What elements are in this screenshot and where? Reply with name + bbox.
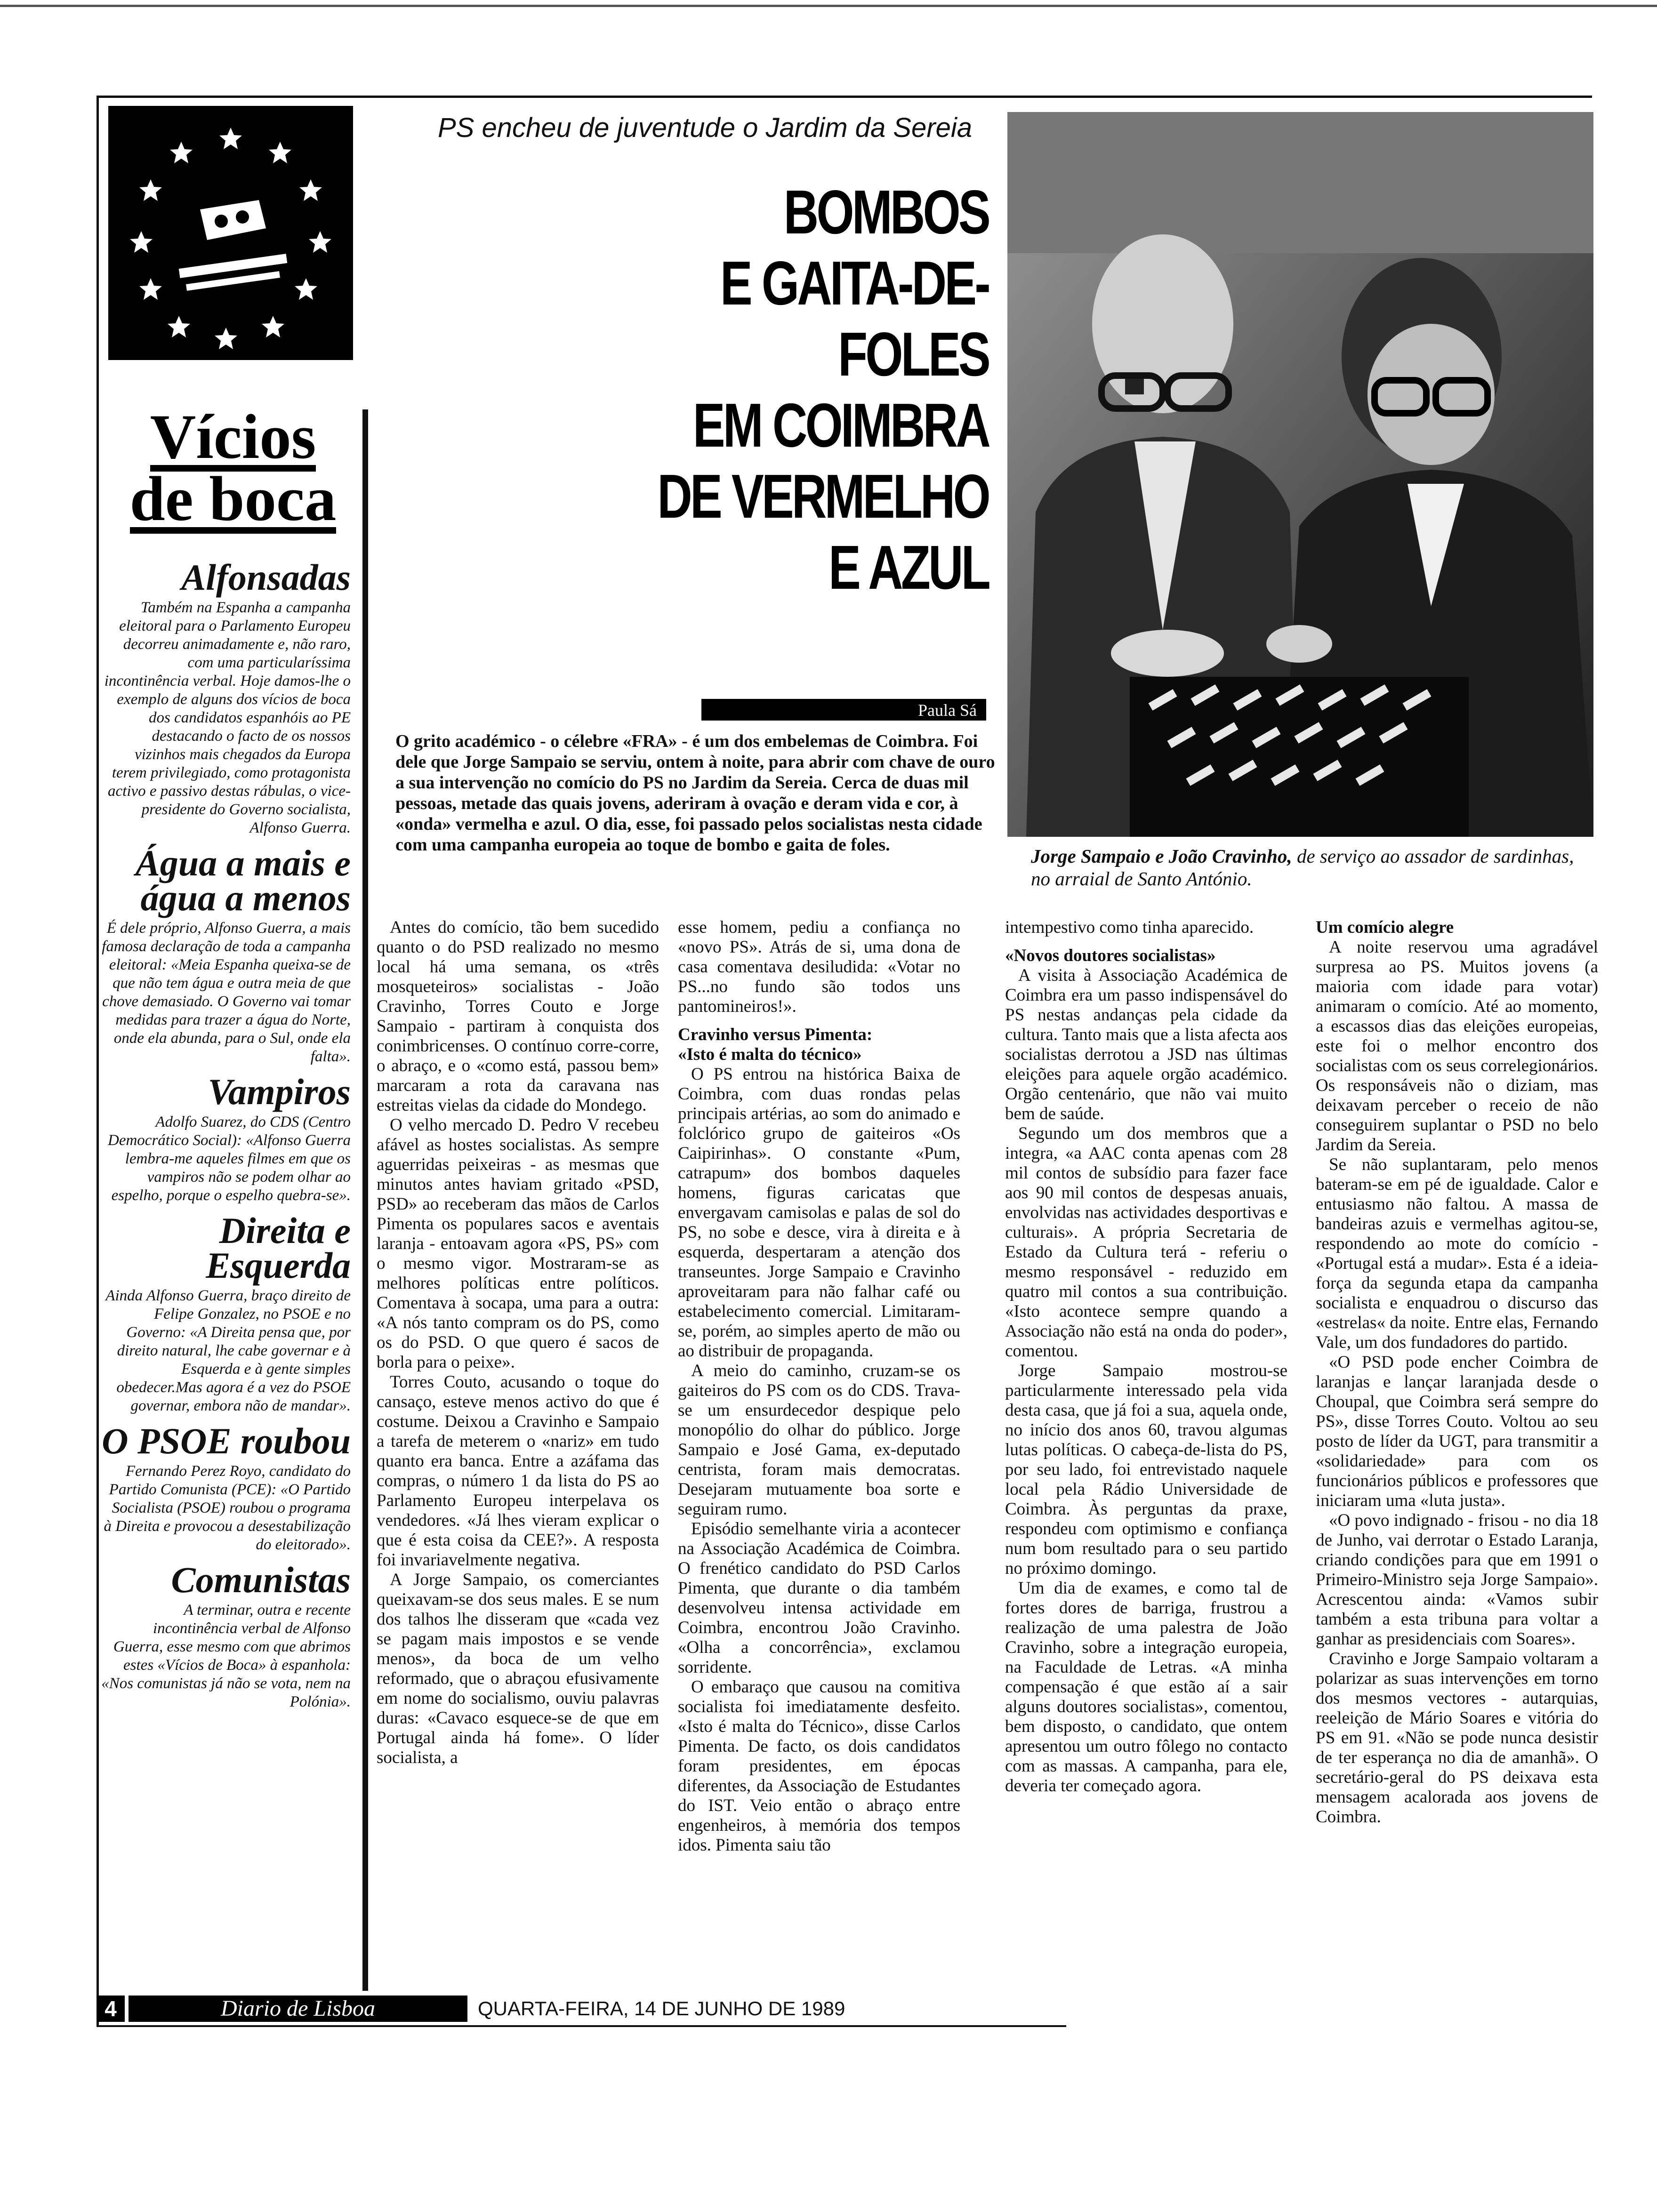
european-stars-logo	[108, 106, 353, 360]
sidebar-section-head: O PSOE roubou	[102, 1420, 351, 1461]
article-photo	[1007, 112, 1593, 837]
article-column-4	[1316, 918, 1598, 1827]
top-scan-line	[0, 5, 1657, 7]
sidebar-section-text: Ainda Alfonso Guerra, braço direito de Felipe Gonzalez, no PSOE e no Governo: «A Direita pensa que, por direito natural, lhe cabe governar e à Esquerda e à gente simples obedecer.Mas agora é a vez do PSOE governar, embora não de mandar».	[105, 1287, 351, 1414]
paragraph: O velho mercado D. Pedro V recebeu afável as hostes socialistas. As sempre aguerridas peixeiras - as mesmas que minutos antes haviam gritado «PSD, PSD» ao receberam das mãos de Carlos Pimenta os populares sacos e aventais laranja - entoavam agora «PS, PS» com o mesmo vigor. Mostraram-se as melhores políticas entre políticos. Comentava à socapa, uma para a outra: «A nós tanto compram os do PS, como os do PSD. O que quero é sacos de borla para o peixe».	[377, 1115, 659, 1372]
paragraph: Cravinho e Jorge Sampaio voltaram a polarizar as suas intervenções em torno dos mesmos vectores - autarquias, reeleição de Mário Soares e vitória do PS em 91. «Não se pode nunca desistir de ter esperança no dia de amanhã». O secretário-geral do PS deixava esta mensagem acalorada aos jovens de Coimbra.	[1316, 1649, 1598, 1827]
sidebar-vertical-rule	[362, 409, 368, 1991]
byline: Paula Sá	[918, 701, 977, 720]
sidebar-column	[101, 557, 351, 1720]
article-column-1	[377, 918, 659, 1768]
subheading-line1: Cravinho versus Pimenta:	[678, 1025, 873, 1044]
newspaper-name: Diario de Lisboa	[129, 1996, 467, 2022]
issue-date: QUARTA-FEIRA, 14 DE JUNHO DE 1989	[478, 1997, 845, 2020]
sidebar-section-text: Adolfo Suarez, do CDS (Centro Democrático Social): «Alfonso Guerra lembra-me aqueles filmes em que os vampiros não se podem olhar ao espelho, porque o espelho quebra-se».	[108, 1114, 351, 1204]
paragraph: A meio do caminho, cruzam-se os gaiteiros do PS com os do CDS. Trava-se um ensurdecedor despique pelo monopólio do olhar do público. Jorge Sampaio e José Gama, ex-deputado centrista, foram mais democratas. Desejaram mutuamente boa sorte e seguiram rumo.	[678, 1361, 960, 1519]
headline-line: DE VERMELHO	[657, 462, 989, 531]
sidebar-section-text: Também na Espanha a campanha eleitoral para o Parlamento Europeu decorreu animadamente e, não raro, com uma particularíssima incontinência verbal. Hoje damos-lhe o exemplo de alguns dos vícios de boca dos candidatos espanhóis ao PE destacando o facto de os nossos vizinhos mais chegados da Europa terem privilegiado, como protagonista activo e passivo destas rábulas, o vice-presidente do Governo socialista, Alfonso Guerra.	[104, 599, 351, 836]
sidebar-section-head: Comunistas	[171, 1559, 351, 1600]
article-headline	[618, 176, 989, 603]
photo-two-men-icon	[1007, 112, 1593, 837]
article-column-3	[1005, 918, 1287, 1796]
subheading: «Novos doutores socialistas»	[1005, 946, 1216, 965]
eu-stars-icon	[108, 106, 353, 360]
sidebar-section-text: A terminar, outra e recente incontinência verbal de Alfonso Guerra, esse mesmo com que abrimos estes «Vícios de Boca» à espanhola: «Nos comunistas já não se vota, nem na Polónia».	[101, 1602, 351, 1710]
paragraph: Torres Couto, acusando o toque do cansaço, esteve menos activo do que é costume. Deixou a Cravinho e Sampaio a tarefa de meterem o «nariz» em tudo quanto era banca. Entre a azáfama das compras, o número 1 da lista do PS ao Parlamento Europeu interpelava os vendedores. «Já lhes vieram explicar o que é esta coisa da CEE?». A resposta foi invariavelmente negativa.	[377, 1372, 659, 1570]
paragraph: «O povo indignado - frisou - no dia 18 de Junho, vai derrotar o Estado Laranja, criando condições para que em 1991 o Primeiro-Ministro seja Jorge Sampaio». Acrescentou ainda: «Vamos subir também a esta tribuna para voltar a ganhar as presidenciais com Soares».	[1316, 1511, 1598, 1649]
page-number: 4	[97, 1996, 125, 2022]
sidebar-section-head: Direita e Esquerda	[206, 1210, 351, 1286]
headline-line: E GAITA-DE-FOLES	[720, 248, 989, 389]
sidebar-title	[111, 402, 355, 534]
sidebar-section-text: Fernando Perez Royo, candidato do Partido Comunista (PCE): «O Partido Socialista (PSOE) roubou o programa à Direita e provocou a desestabilização do eleitorado».	[104, 1463, 351, 1553]
article-lead: O grito académico - o célebre «FRA» - é um dos embelemas de Coimbra. Foi dele que Jorge Sampaio se serviu, ontem à noite, para abrir com chave de ouro a sua intervenção no comício do PS no Jardim da Sereia. Cerca de duas mil pessoas, metade das quais jovens, aderiram à ovação e deram vida e cor, à «onda» vermelha e azul. O dia, esse, foi passado pelos socialistas nesta cidade com uma campanha europeia ao toque de bombo e gaita de foles.	[395, 731, 995, 855]
sidebar-title-line1: Vícios	[150, 402, 316, 472]
paragraph: O embaraço que causou na comitiva socialista foi imediatamente desfeito. «Isto é malta do Técnico», disse Carlos Pimenta. De facto, os dois candidatos foram presidentes, em épocas diferentes, da Associação de Estudantes do IST. Veio então o abraço entre engenheiros, à memória dos tempos idos. Pimenta saiu tão	[678, 1677, 960, 1855]
page-frame-top-rule	[97, 96, 1592, 98]
subheading-line2: «Isto é malta do técnico»	[678, 1045, 862, 1064]
paragraph: Um dia de exames, e como tal de fortes dores de barriga, frustrou a realização de uma palestra de João Cravinho, sobre a integração europeia, na Faculdade de Letras. «A minha compensação é que estão aí a sair alguns doutores socialistas», comentou, bem disposto, o candidato, que ontem apresentou um outro fôlego no contacto com as massas. A campanha, para ele, deveria ter começado agora.	[1005, 1579, 1287, 1795]
headline-line: EM COIMBRA	[692, 391, 989, 460]
byline-bar	[701, 699, 986, 721]
paragraph: intempestivo como tinha aparecido.	[1005, 918, 1254, 937]
paragraph: O PS entrou na histórica Baixa de Coimbra, com duas rondas pelas principais artérias, ao som do animado e folclórico grupo de gaiteiros «Os Caipirinhas». O constante «Pum, catrapum» dos bombos daqueles homens, figuras caricatas que envergavam camisolas e palas de sol do PS, no sobe e desce, vira à direita e à esquerda, despertaram a atenção dos transeuntes. Jorge Sampaio e Cravinho aproveitaram para não falhar café ou estabelecimento comercial. Limitaram-se, porém, ao simples aperto de mão ou ao distribuir de propaganda.	[678, 1065, 960, 1361]
subheading	[678, 1025, 960, 1065]
page-frame-left-rule	[97, 96, 99, 2026]
paragraph: Se não suplantaram, pelo menos bateram-se em pé de igualdade. Calor e entusiasmo não faltou. A massa de bandeiras azuis e vermelhas agitou-se, respondendo ao mote do comício - «Portugal está a mudar». Esta é a ideia-força da segunda etapa da campanha socialista e enquadrou o discurso das «estrelas« da noite. Entre elas, Fernando Vale, um dos fundadores do partido.	[1316, 1155, 1598, 1352]
headline-line: E AZUL	[828, 533, 989, 602]
paragraph: Antes do comício, tão bem sucedido quanto o do PSD realizado no mesmo local há uma semana, os «três mosqueteiros» socialistas - João Cravinho, Torres Couto e Jorge Sampaio - partiram à conquista dos conimbricenses. O contínuo corre-corre, o abraço, e o «como está, passou bem» marcaram a rota da caravana nas estreitas vielas da cidade do Mondego.	[377, 918, 659, 1115]
subheading: Um comício alegre	[1316, 918, 1454, 937]
article-kicker: PS encheu de juventude o Jardim da Sereia	[438, 112, 972, 143]
page-frame-bottom-rule	[97, 2025, 1066, 2027]
sidebar-section-head: Alfonsadas	[181, 557, 351, 598]
paragraph: Jorge Sampaio mostrou-se particularmente interessado pela vida desta casa, que já foi a sua, aquela onde, no início dos anos 60, travou algumas lutas políticas. O cabeça-de-lista do PS, por seu lado, foi entrevistado naquele local pela Rádio Universidade de Coimbra. Às perguntas da praxe, respondeu com optimismo e confiança num bom resultado para o seu partido no próximo domingo.	[1005, 1361, 1287, 1578]
paragraph: Segundo um dos membros que a integra, «a AAC conta apenas com 28 mil contos de subsídio para fazer face aos 90 mil contos de despesas anuais, envolvidas nas actividades desportivas e culturais». A própria Secretaria de Estado da Cultura terá - referiu o mesmo responsável - reduzido em quatro mil contos a sua contribuição. «Isto acontece sempre quando a Associação não está na onda do poder», comentou.	[1005, 1124, 1287, 1361]
sidebar-section-head: Água a mais e água a menos	[135, 842, 351, 918]
caption-rest: de serviço ao assador de sardinhas, no arraial de Santo António.	[1031, 845, 1574, 890]
sidebar-title-line2: de boca	[129, 464, 337, 534]
paragraph: A noite reservou uma agradável surpresa ao PS. Muitos jovens (a maioria com idade para votar) animaram o comício. Até ao momento, a escassos dias das eleições europeias, este foi o melhor encontro dos socialistas com os seus correlegionários. Os responsáveis não o diziam, mas deixavam perceber o receio de não conseguirem suplantar o PSD no belo Jardim da Sereia.	[1316, 938, 1598, 1154]
article-column-2	[678, 918, 960, 1855]
caption-names: Jorge Sampaio e João Cravinho,	[1031, 845, 1292, 867]
headline-line: BOMBOS	[783, 177, 989, 247]
photo-caption	[1031, 845, 1596, 890]
sidebar-section-text: É dele próprio, Alfonso Guerra, a mais famosa declaração de toda a campanha eleitoral: «Meia Espanha queixa-se de que não tem água e outra meia de que chove demasiado. O Governo vai tomar medidas para trazer a água do Norte, onde ela abunda, para o Sul, onde ela falta».	[102, 920, 351, 1065]
paragraph: «O PSD pode encher Coimbra de laranjas e lançar laranjada desde o Choupal, que Coimbra será sempre do PS», disse Torres Couto. Voltou ao seu posto de líder da UGT, para transmitir a «solidariedade» para com os funcionários públicos e professores que iniciaram uma «luta justa».	[1316, 1353, 1598, 1510]
paragraph: Episódio semelhante viria a acontecer na Associação Académica de Coimbra. O frenético candidato do PSD Carlos Pimenta, que durante o dia também desenvolveu intensa actividade em Coimbra, encontrou João Cravinho. «Olha a concorrência», exclamou sorridente.	[678, 1519, 960, 1677]
paragraph: A Jorge Sampaio, os comerciantes queixavam-se dos seus males. E se num dos talhos lhe disseram que «cada vez se pagam mais impostos e se vende menos», da boca de um velho reformado, que o abraçou efusivamente em nome do socialismo, ouviu palavras duras: «Cavaco esquece-se de que em Portugal ainda há fome». O líder socialista, a	[377, 1570, 659, 1767]
paragraph: A visita à Associação Académica de Coimbra era um passo indispensável do PS nestas andanças pela cidade da cultura. Tanto mais que a lista afecta aos socialistas derrotou a JSD nas últimas eleições para aquele orgão académico. Orgão centenário, que não vai muito bem de saúde.	[1005, 966, 1287, 1123]
paragraph: esse homem, pediu a confiança no «novo PS». Atrás de si, uma dona de casa comentava desiludida: «Votar no PS...no fundo são todos uns pantomineiros!».	[678, 918, 960, 1016]
sidebar-section-head: Vampiros	[208, 1071, 351, 1112]
